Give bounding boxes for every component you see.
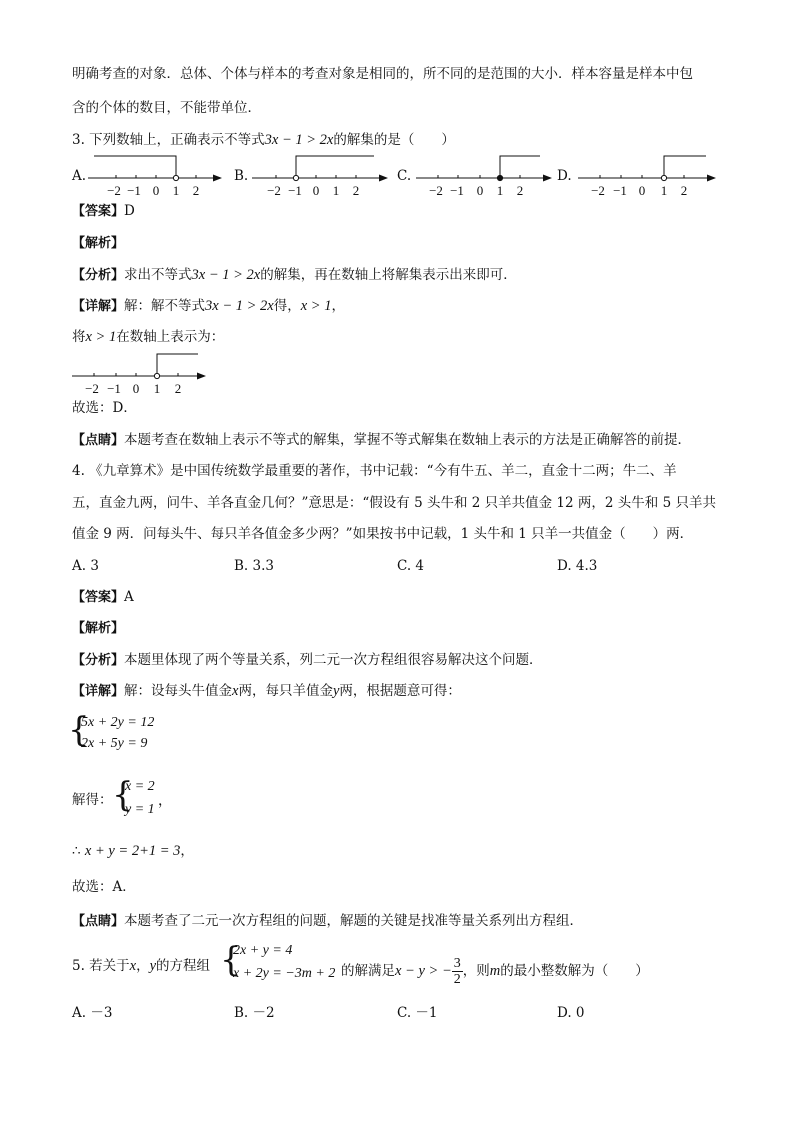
q4-xiangjie-post: 两，根据题意可得： (339, 683, 461, 699)
q5-fraction (452, 956, 463, 987)
q3-option-a-letter: A. (72, 168, 87, 184)
q3-xiangjie-tag: 【详解】 (72, 299, 125, 314)
q3-dianjing-tag: 【点睛】 (72, 433, 125, 448)
q4-answer-value: A (124, 589, 134, 605)
q3-sol-tick-4: 1 (153, 381, 161, 396)
q3-d-tick-1: −2 (591, 183, 605, 198)
q4-stem-line-3: 值金 9 两．问每头牛、每只羊各值金多少两？”如果按书中记载，1 头牛和 1 只羊一共值金（ ）两． (72, 526, 694, 542)
therefore-icon: ∴ (72, 843, 81, 859)
q3-c-tick-4: 1 (496, 183, 504, 198)
q3-b-tick-3: 0 (312, 183, 320, 198)
q4-choose: 故选：A． (72, 879, 136, 895)
q3-b-tick-2: −1 (288, 183, 302, 198)
q3-c-tick-3: 0 (476, 183, 484, 198)
q3-fenxi-tag: 【分析】 (72, 268, 125, 283)
q4-xiangjie-x: x (232, 683, 239, 699)
q3-d-tick-5: 2 (680, 183, 688, 198)
q4-fenxi-text: 本题里体现了两个等量关系，列二元一次方程组很容易解决这个问题． (124, 652, 543, 668)
q3-d-tick-4: 1 (660, 183, 668, 198)
q5-var-x: x (129, 958, 137, 974)
q5-option-d: D. 0 (557, 1005, 585, 1021)
q5-frac-num: 3 (453, 956, 461, 971)
q4-xiangjie (72, 681, 461, 702)
q4-solution-y: y = 1 (125, 802, 155, 817)
q5-frac-den: 2 (453, 972, 461, 987)
q5-stem-mid3: ，则 (462, 963, 490, 979)
q3-sol-tick-3: 0 (132, 381, 140, 396)
q3-sol-tick-1: −2 (85, 381, 99, 396)
q3-option-d-letter: D. (557, 168, 572, 184)
q4-option-a: A. 3 (72, 558, 99, 574)
q3-answer (72, 201, 135, 222)
q3-a-tick-2: −1 (127, 183, 141, 198)
q3-xiangjie-post: ， (331, 298, 345, 314)
q4-therefore (72, 841, 194, 861)
q4-stem-line-2: 五，直金九两，问牛、羊各直金几何？”意思是：“假设有 5 头牛和 2 只羊共值金 12 两，2 头牛和 5 只羊共 (72, 495, 716, 511)
q4-solve-label: 解得： (72, 792, 113, 808)
q3-b-tick-5: 2 (352, 183, 360, 198)
q3-xiangjie-math: 3x − 1 > 2x (205, 298, 274, 314)
q3-xiangjie-math2: x > 1 (300, 298, 332, 314)
q5-stem-pre: 5. 若关于 (72, 958, 130, 974)
q5-system-eq-1: 2x + y = 4 (233, 943, 293, 958)
q4-fenxi (72, 650, 543, 671)
q5-option-a: A. －3 (72, 1005, 113, 1021)
q3-represent-post: 在数轴上表示为： (116, 329, 225, 345)
q3-stem-math: 3x − 1 > 2x (264, 132, 334, 148)
q4-solution-x: x = 2 (125, 779, 155, 794)
q4-fenxi-tag: 【分析】 (72, 653, 125, 668)
q3-stem-pre: 3. 下列数轴上，正确表示不等式 (72, 132, 265, 148)
q4-xiangjie-tag: 【详解】 (72, 684, 125, 699)
q5-system-eq-2: x + 2y = −3m + 2 (233, 966, 336, 981)
q3-a-tick-3: 0 (152, 183, 160, 198)
q3-analysis-tag: 【解析】 (72, 236, 125, 251)
q4-xiangjie-mid: 两，每只羊值金 (238, 683, 333, 699)
q3-b-tick-4: 1 (332, 183, 340, 198)
q3-option-c-numberline (410, 150, 555, 200)
q3-sol-tick-2: −1 (107, 381, 121, 396)
q5-var-y: y (149, 958, 157, 974)
q3-sol-tick-5: 2 (174, 381, 182, 396)
q4-system-brace: { (68, 710, 90, 750)
q4-dianjing-tag: 【点睛】 (72, 914, 125, 929)
q3-stem (72, 130, 455, 150)
q3-d-tick-3: 0 (638, 183, 646, 198)
q3-fenxi (72, 265, 517, 286)
q3-b-tick-1: −2 (267, 183, 281, 198)
q4-stem-line-1: 4. 《九章算术》是中国传统数学最重要的著作，书中记载：“今有牛五、羊二，直金十二两；牛二、羊 (72, 463, 677, 479)
q4-dianjing (72, 911, 583, 932)
q3-option-b-letter: B. (234, 168, 249, 184)
q4-dianjing-text: 本题考查了二元一次方程组的问题，解题的关键是找准等量关系列出方程组． (124, 913, 584, 929)
q3-fenxi-pre: 求出不等式 (124, 267, 192, 283)
q4-analysis-tag: 【解析】 (72, 621, 125, 636)
q3-represent-math: x > 1 (85, 329, 117, 345)
q3-answer-tag: 【答案】 (72, 204, 125, 219)
q3-choose: 故选：D． (72, 400, 137, 416)
q5-stem-post: 的最小整数解为（ ） (500, 963, 649, 979)
q3-xiangjie-pre: 解：解不等式 (124, 298, 206, 314)
q3-option-a-numberline (84, 150, 224, 200)
q3-a-tick-4: 1 (172, 183, 180, 198)
q5-option-c: C. －1 (397, 1005, 438, 1021)
q5-stem-part-2 (341, 956, 649, 987)
q3-option-c-letter: C. (397, 168, 412, 184)
q3-a-tick-5: 2 (192, 183, 200, 198)
q4-analysis-heading (72, 618, 124, 639)
q5-system-brace: { (220, 940, 242, 980)
q4-system-eq-2: 2x + 5y = 9 (81, 736, 148, 751)
q3-option-d-numberline (572, 150, 722, 200)
q5-option-b: B. －2 (234, 1005, 275, 1021)
q3-a-tick-1: −2 (107, 183, 121, 198)
q3-fenxi-math: 3x − 1 > 2x (191, 267, 261, 283)
q4-option-d: D. 4.3 (557, 558, 598, 574)
intro-line-1: 明确考查的对象．总体、个体与样本的考查对象是相同的，所不同的是范围的大小．样本容量是样本中包 (72, 66, 693, 82)
q4-solution-comma: ， (158, 794, 172, 809)
q5-comma: ， (136, 958, 150, 974)
q4-option-b: B. 3.3 (234, 558, 274, 574)
q3-dianjing (72, 430, 691, 451)
q3-option-b-numberline (246, 150, 391, 200)
q3-answer-value: D (124, 203, 135, 219)
q3-c-tick-1: −2 (429, 183, 443, 198)
q5-stem-part-1 (72, 956, 210, 976)
q4-solution-brace: { (112, 775, 134, 815)
q4-system-eq-1: 5x + 2y = 12 (81, 715, 155, 730)
q3-xiangjie-mid: 得， (273, 298, 301, 314)
q3-dianjing-text: 本题考查在数轴上表示不等式的解集，掌握不等式解集在数轴上表示的方法是正确解答的前提． (124, 432, 692, 448)
q3-solution-numberline (68, 350, 213, 400)
q4-therefore-math: x + y = 2+1 = 3 (84, 843, 181, 859)
q4-xiangjie-y: y (332, 683, 340, 699)
q5-condition: x − y > − (395, 963, 452, 979)
q4-option-c: C. 4 (397, 558, 425, 574)
q3-c-tick-2: −1 (450, 183, 464, 198)
q4-answer-tag: 【答案】 (72, 590, 125, 605)
q3-xiangjie (72, 296, 345, 317)
q5-stem-mid: 的方程组 (156, 958, 211, 974)
q3-c-tick-5: 2 (516, 183, 524, 198)
q3-stem-post: 的解集的是（ ） (333, 132, 455, 148)
q4-therefore-post: ， (180, 843, 194, 859)
q3-analysis-heading (72, 233, 124, 254)
q4-answer (72, 587, 134, 608)
q5-var-m: m (489, 963, 501, 979)
q5-stem-mid2: 的解满足 (341, 963, 395, 979)
q4-xiangjie-pre: 解：设每头牛值金 (124, 683, 233, 699)
q3-fenxi-post: 的解集，再在数轴上将解集表示出来即可． (260, 267, 517, 283)
q3-represent-pre: 将 (72, 329, 86, 345)
intro-line-2: 含的个体的数目，不能带单位． (72, 100, 261, 116)
q3-represent (72, 327, 224, 347)
q3-d-tick-2: −1 (613, 183, 627, 198)
